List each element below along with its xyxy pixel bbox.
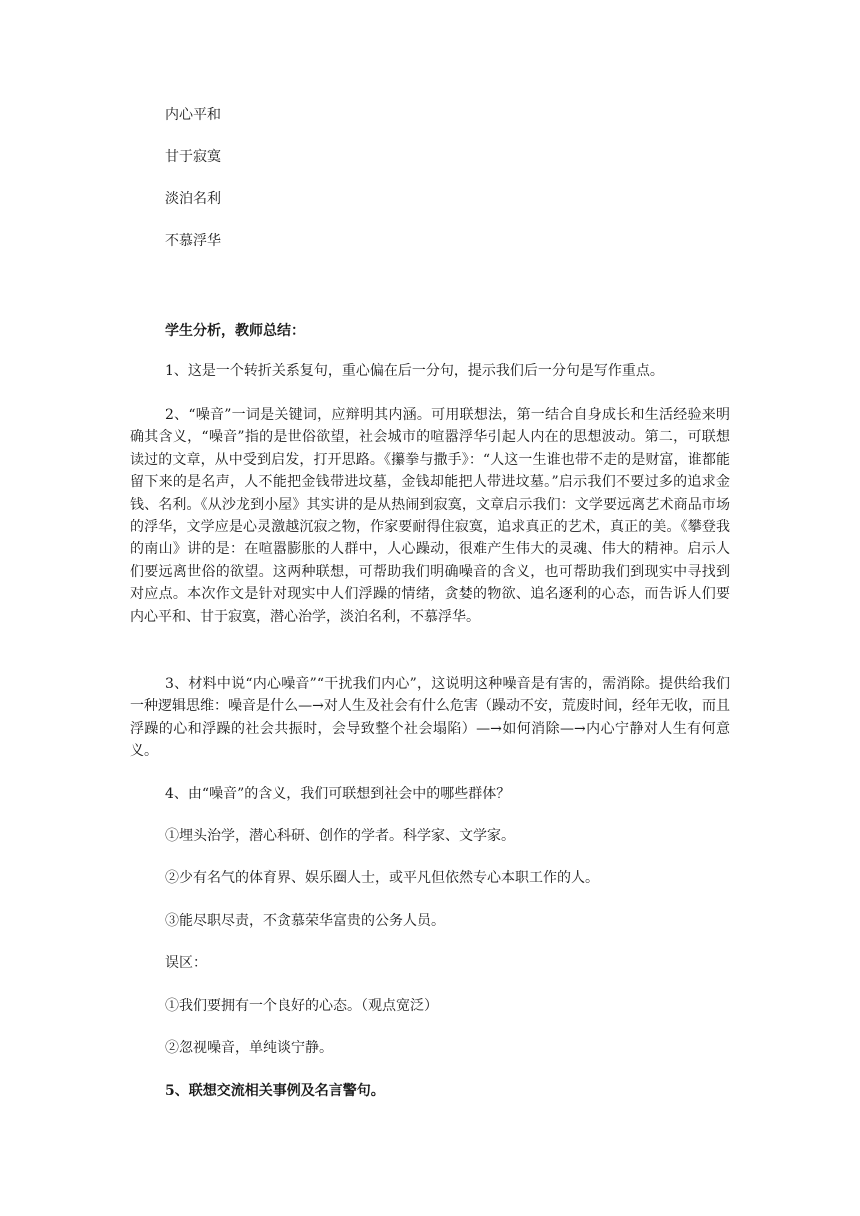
group-item-1: ①埋头治学，潜心科研、创作的学者。科学家、文学家。 xyxy=(165,828,515,844)
section-heading: 学生分析，教师总结： xyxy=(165,323,305,339)
paragraph-3: 3、材料中说“内心噪音”“干扰我们内心”，这说明这种噪音是有害的，需消除。提供给我们一种逻辑思维：噪音是什么—→对人生及社会有什么危害（躁动不安，荒废时间，经年无收，而且浮躁的心和浮躁的社会共振时，会导致整个社会塌陷）—→如何消除—→内心宁静对人生有何意义。 xyxy=(130,676,730,760)
list-item-1: 内心平和 xyxy=(165,107,221,123)
misconception-label: 误区： xyxy=(165,955,207,971)
list-item-4: 不慕浮华 xyxy=(165,233,221,249)
group-item-2: ②少有名气的体育界、娱乐圈人士，或平凡但依然专心本职工作的人。 xyxy=(165,870,599,886)
list-item-2: 甘于寂寞 xyxy=(165,149,221,165)
group-item-3: ③能尽职尽责，不贪慕荣华富贵的公务人员。 xyxy=(165,913,445,929)
paragraph-4: 4、由“噪音”的含义，我们可联想到社会中的哪些群体？ xyxy=(165,786,511,802)
list-item-3: 淡泊名利 xyxy=(165,191,221,207)
section-5-heading: 5、联想交流相关事例及名言警句。 xyxy=(165,1083,385,1099)
misconception-item-1: ①我们要拥有一个良好的心态。（观点宽泛） xyxy=(165,998,438,1014)
misconception-item-2: ②忽视噪音，单纯谈宁静。 xyxy=(165,1040,333,1056)
paragraph-2: 2、“噪音”一词是关键词，应辩明其内涵。可用联想法，第一结合自身成长和生活经验来明确其含义，“噪音”指的是世俗欲望，社会城市的喧嚣浮华引起人内在的思想波动。第二，可联想读过的文章，从中受到启发，打开思路。《攥拳与撒手》：“人这一生谁也带不走的是财富，谁都能留下来的是名声，人不能把金钱带进坟墓，金钱却能把人带进坟墓。”启示我们不要过多的追求金钱、名利。《从沙龙到小屋》其实讲的是从热闹到寂寞，文章启示我们：文学要远离艺术商品市场的浮华，文学应是心灵激越沉寂之物，作家要耐得住寂寞，追求真正的艺术，真正的美。《攀登我的南山》讲的是：在喧嚣膨胀的人群中，人心躁动，很难产生伟大的灵魂、伟大的精神。启示人们要远离世俗的欲望。这两种联想，可帮助我们明确噪音的含义，也可帮助我们到现实中寻找到对应点。本次作文是针对现实中人们浮躁的情绪，贪婪的物欲、追名逐利的心态，而告诉人们要内心平和、甘于寂寞，潜心治学，淡泊名利，不慕浮华。 xyxy=(130,407,730,625)
paragraph-1: 1、这是一个转折关系复句，重心偏在后一分句，提示我们后一分句是写作重点。 xyxy=(165,363,664,379)
